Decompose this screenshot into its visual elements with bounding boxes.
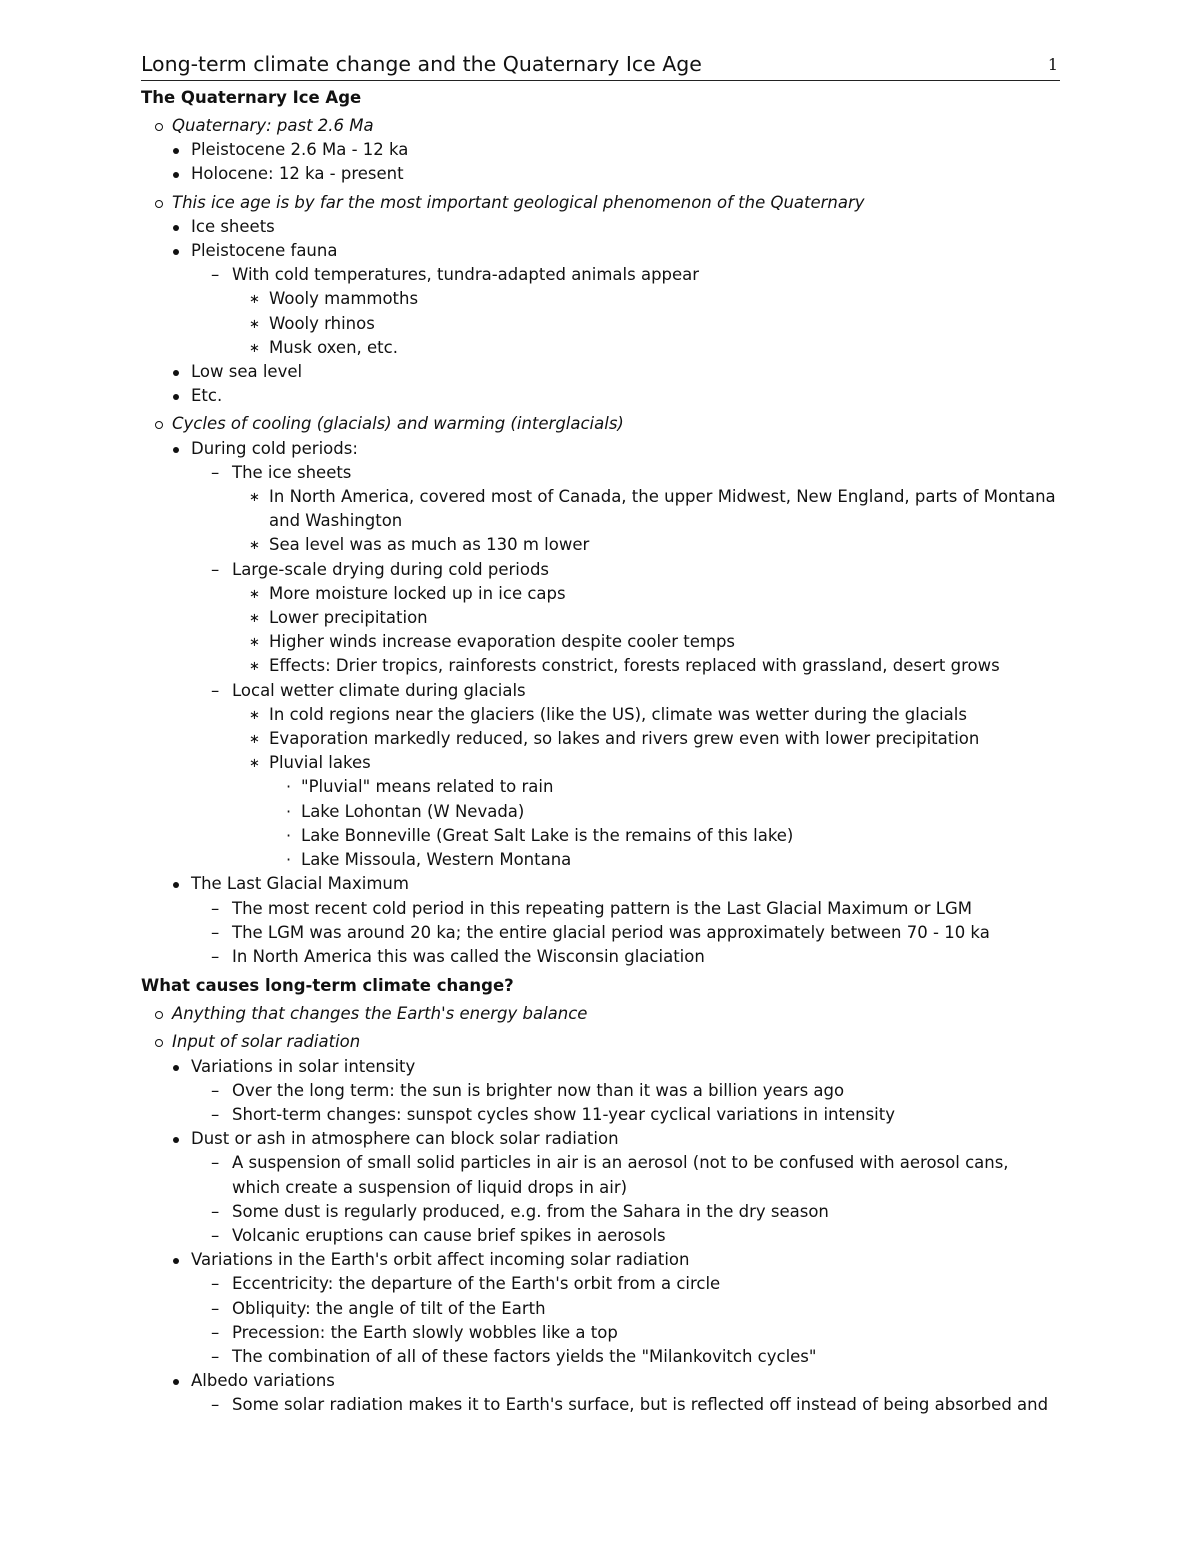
list-item: – With cold temperatures, tundra-adapted animals appear xyxy=(211,265,700,285)
list-item-text: Sea level was as much as 130 m lower xyxy=(269,535,590,555)
list-item xyxy=(141,1002,1061,1026)
list-item-text: Wooly rhinos xyxy=(269,313,375,333)
list-item xyxy=(141,191,1061,215)
list-item-text: Some dust is regularly produced, e.g. from the Sahara in the dry season xyxy=(232,1201,829,1221)
list-item-text: Etc. xyxy=(191,386,223,406)
list-item xyxy=(141,1030,1061,1054)
list-item-text: Anything that changes the Earth's energy balance xyxy=(172,1004,588,1024)
list-item: · Lake Missoula, Western Montana xyxy=(286,850,572,870)
list-item: – Eccentricity: the departure of the Earth's orbit from a circle xyxy=(211,1274,721,1294)
list-item xyxy=(141,384,1061,408)
list-item-text: Large-scale drying during cold periods xyxy=(232,559,550,579)
list-item-text: Wooly mammoths xyxy=(269,289,419,309)
list-item: ∗ In North America, covered most of Canada, the upper Midwest, New England, parts of Montana and Washington xyxy=(249,487,1056,531)
list-item-text: Variations in the Earth's orbit affect incoming solar radiation xyxy=(191,1250,690,1270)
list-item: ∗ Wooly rhinos xyxy=(249,313,375,333)
list-item: ∗ In cold regions near the glaciers (like the US), climate was wetter during the glacials xyxy=(249,704,967,724)
list-item: – Short-term changes: sunspot cycles show 11-year cyclical variations in intensity xyxy=(211,1104,895,1124)
list-item-text: Short-term changes: sunspot cycles show 11-year cyclical variations in intensity xyxy=(232,1104,895,1124)
list-item-text: Lake Missoula, Western Montana xyxy=(301,850,572,870)
list-item: ∗ Lower precipitation xyxy=(249,608,428,628)
list-item-text: Albedo variations xyxy=(191,1371,335,1391)
list-item-text: Pleistocene fauna xyxy=(191,241,338,261)
list-item xyxy=(141,138,1061,162)
list-item-text: Pleistocene 2.6 Ma - 12 ka xyxy=(191,140,409,160)
list-item-text: In North America, covered most of Canada, the upper Midwest, New England, parts of Montana and Washington xyxy=(269,487,1056,531)
list-item-text: More moisture locked up in ice caps xyxy=(269,583,566,603)
list-item-text: The LGM was around 20 ka; the entire glacial period was approximately between 70 - 10 ka xyxy=(232,922,990,942)
list-item-text: In North America this was called the Wisconsin glaciation xyxy=(232,946,705,966)
list-item-text: Dust or ash in atmosphere can block solar radiation xyxy=(191,1129,619,1149)
section-heading: The Quaternary Ice Age xyxy=(141,88,362,107)
list-item-text: Evaporation markedly reduced, so lakes and rivers grew even with lower precipitation xyxy=(269,729,980,749)
page-number: 1 xyxy=(1047,55,1058,74)
list-item-text: Quaternary: past 2.6 Ma xyxy=(172,116,374,135)
list-item xyxy=(141,437,1061,461)
list-item: – The most recent cold period in this repeating pattern is the Last Glacial Maximum or LGM xyxy=(211,898,973,918)
list-item: – Volcanic eruptions can cause brief spikes in aerosols xyxy=(211,1225,666,1245)
list-item: ∗ Sea level was as much as 130 m lower xyxy=(249,535,590,555)
list-item: ∗ Effects: Drier tropics, rainforests constrict, forests replaced with grassland, desert grows xyxy=(249,656,1000,676)
list-item: · Lake Lohontan (W Nevada) xyxy=(286,801,525,821)
list-item xyxy=(141,872,1061,896)
list-item: ∗ Pluvial lakes xyxy=(249,753,371,773)
list-item xyxy=(141,1248,1061,1272)
list-item: ∗ More moisture locked up in ice caps xyxy=(249,583,566,603)
list-item-text: Lower precipitation xyxy=(269,608,428,628)
list-item-text: Input of solar radiation xyxy=(172,1032,361,1052)
list-item-text: Volcanic eruptions can cause brief spikes in aerosols xyxy=(232,1225,666,1245)
list-item-text: Pluvial lakes xyxy=(269,753,371,773)
list-item-text: In cold regions near the glaciers (like the US), climate was wetter during the glacials xyxy=(269,704,967,724)
list-item xyxy=(141,215,1061,239)
list-item xyxy=(141,1127,1061,1151)
list-item-text: The Last Glacial Maximum xyxy=(191,874,409,894)
section-heading: What causes long-term climate change? xyxy=(141,976,514,996)
list-item-text: "Pluvial" means related to rain xyxy=(301,777,554,797)
list-item-text: Over the long term: the sun is brighter now than it was a billion years ago xyxy=(232,1080,845,1100)
list-item xyxy=(141,1055,1061,1079)
list-item-text: Cycles of cooling (glacials) and warming (interglacials) xyxy=(172,414,624,434)
page-header xyxy=(141,50,1060,81)
list-item-text: Eccentricity: the departure of the Earth's orbit from a circle xyxy=(232,1274,721,1294)
page-title: Long-term climate change and the Quaternary Ice Age xyxy=(141,52,702,76)
list-item-text: Variations in solar intensity xyxy=(191,1056,416,1076)
list-item-text: Some solar radiation makes it to Earth's surface, but is reflected off instead of being absorbed and xyxy=(232,1395,1049,1415)
list-item: · "Pluvial" means related to rain xyxy=(286,777,554,797)
list-item-text: Lake Bonneville (Great Salt Lake is the remains of this lake) xyxy=(301,825,794,845)
list-item: – In North America this was called the Wisconsin glaciation xyxy=(211,946,705,966)
list-item-text: A suspension of small solid particles in air is an aerosol (not to be confused with aerosol cans, which create a suspension of liquid drops in air) xyxy=(232,1153,1009,1197)
list-item-text: During cold periods: xyxy=(191,438,358,458)
list-item-text: Obliquity: the angle of tilt of the Earth xyxy=(232,1298,546,1318)
list-item-text: The most recent cold period in this repeating pattern is the Last Glacial Maximum or LGM xyxy=(232,898,973,918)
list-item xyxy=(141,412,1061,436)
list-item-text: Ice sheets xyxy=(191,216,275,236)
list-item-text: Musk oxen, etc. xyxy=(269,337,398,357)
list-item-text: Effects: Drier tropics, rainforests constrict, forests replaced with grassland, desert grows xyxy=(269,656,1000,676)
list-item-text: The ice sheets xyxy=(232,462,352,482)
list-item: ∗ Wooly mammoths xyxy=(249,289,419,309)
list-item-text: Higher winds increase evaporation despite cooler temps xyxy=(269,632,736,652)
list-item xyxy=(141,360,1061,384)
list-item-text: Low sea level xyxy=(191,362,303,382)
list-item xyxy=(141,114,1061,138)
list-item-text: This ice age is by far the most important geological phenomenon of the Quaternary xyxy=(172,192,865,212)
list-item: – Large-scale drying during cold periods xyxy=(211,559,550,579)
list-item: – Some dust is regularly produced, e.g. from the Sahara in the dry season xyxy=(211,1201,829,1221)
list-item xyxy=(141,239,1061,263)
list-item-text: Lake Lohontan (W Nevada) xyxy=(301,801,525,821)
list-item: – A suspension of small solid particles in air is an aerosol (not to be confused with aerosol cans, which create a suspension of liquid drops in air) xyxy=(211,1153,1009,1197)
list-item-text: Local wetter climate during glacials xyxy=(232,680,526,700)
list-item: – Local wetter climate during glacials xyxy=(211,680,526,700)
list-item xyxy=(141,162,1061,186)
list-item-text: Holocene: 12 ka - present xyxy=(191,164,404,184)
list-item: – The LGM was around 20 ka; the entire glacial period was approximately between 70 - 10 ka xyxy=(211,922,990,942)
list-item: ∗ Evaporation markedly reduced, so lakes and rivers grew even with lower precipitation xyxy=(249,729,980,749)
list-item: ∗ Higher winds increase evaporation despite cooler temps xyxy=(249,632,736,652)
document-body xyxy=(141,86,1061,1418)
list-item-text: With cold temperatures, tundra-adapted animals appear xyxy=(232,265,700,285)
list-item: – Obliquity: the angle of tilt of the Earth xyxy=(211,1298,546,1318)
list-item: – Precession: the Earth slowly wobbles like a top xyxy=(211,1322,618,1342)
list-item xyxy=(141,1369,1061,1393)
list-item: – Some solar radiation makes it to Earth's surface, but is reflected off instead of being absorbed and xyxy=(211,1395,1049,1415)
list-item-text: The combination of all of these factors yields the "Milankovitch cycles" xyxy=(232,1346,817,1366)
list-item-text: Precession: the Earth slowly wobbles like a top xyxy=(232,1322,618,1342)
list-item: – The combination of all of these factors yields the "Milankovitch cycles" xyxy=(211,1346,817,1366)
list-item: ∗ Musk oxen, etc. xyxy=(249,337,398,357)
list-item: – The ice sheets xyxy=(211,462,352,482)
list-item: – Over the long term: the sun is brighter now than it was a billion years ago xyxy=(211,1080,845,1100)
list-item: · Lake Bonneville (Great Salt Lake is the remains of this lake) xyxy=(286,825,794,845)
